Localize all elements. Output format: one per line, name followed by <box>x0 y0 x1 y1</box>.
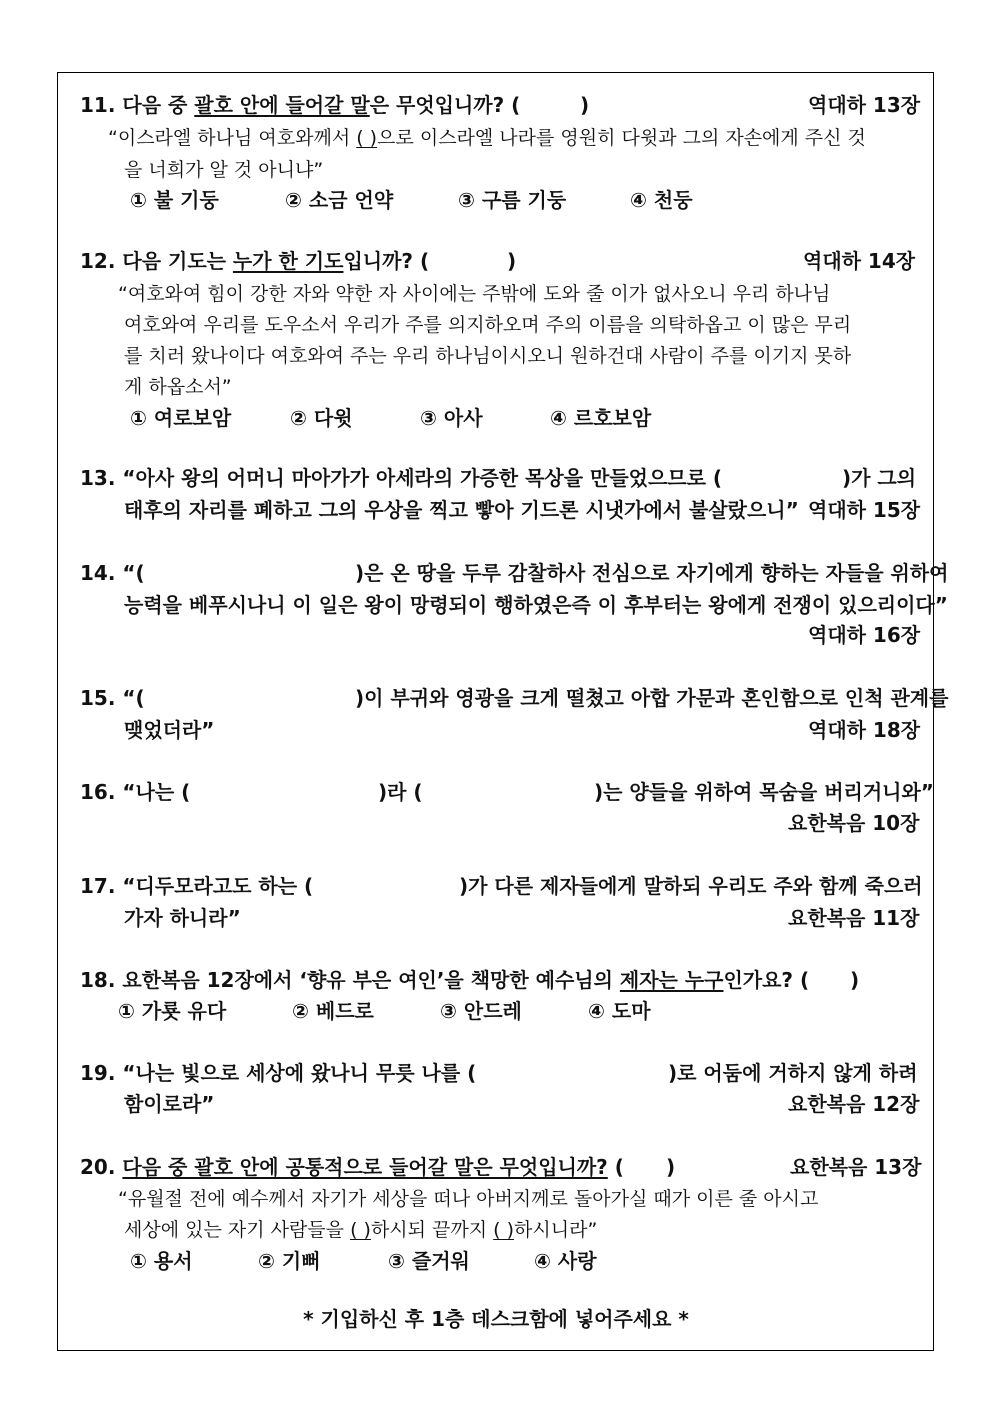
question-17-line-1-start: 17. “디두모라고도 하는 ( <box>80 874 314 898</box>
question-19-reference: 요한복음 12장 <box>788 1092 920 1116</box>
question-20-passage-line-2: 세상에 있는 자기 사람들을 ( )하시되 끝까지 ( )하시니라” <box>124 1219 598 1241</box>
question-17-line-2: 가자 하니라” <box>124 906 241 930</box>
question-20-choice-4[interactable]: ④ 사랑 <box>534 1249 597 1273</box>
question-11-passage-line-1: “이스라엘 하나님 여호와께서 ( )으로 이스라엘 나라를 영원히 다윗과 그의 자손에게 주신 것 <box>108 127 866 149</box>
question-12-title: 12. 다음 기도는 누가 한 기도입니까? ( <box>80 249 430 273</box>
question-13-line-1-end: )가 그의 <box>842 466 917 490</box>
question-11-choice-1[interactable]: ① 불 기둥 <box>130 188 219 212</box>
question-18-choice-3[interactable]: ③ 안드레 <box>440 999 522 1023</box>
question-19-line-2: 함이로라” <box>124 1092 215 1116</box>
question-17-line-1-end: )가 다른 제자들에게 말하되 우리도 주와 함께 죽으러 <box>459 874 923 898</box>
question-13-reference: 역대하 15장 <box>808 498 921 522</box>
question-12-choice-4[interactable]: ④ 르호보암 <box>550 406 652 430</box>
question-20-choice-1[interactable]: ① 용서 <box>130 1249 193 1273</box>
question-11-passage-line-2: 을 너희가 알 것 아니냐” <box>124 159 324 181</box>
question-15-line-1-end: )이 부귀와 영광을 크게 떨쳤고 아합 가문과 혼인함으로 인척 관계를 <box>355 686 949 710</box>
question-12-choice-2[interactable]: ② 다윗 <box>290 406 353 430</box>
question-11-title: 11. 다음 중 괄호 안에 들어갈 말은 무엇입니까? ( <box>80 93 521 117</box>
question-18-choice-4[interactable]: ④ 도마 <box>588 999 651 1023</box>
question-20-choice-3[interactable]: ③ 즐거워 <box>388 1249 470 1273</box>
question-16-line-1-mid: )라 ( <box>378 780 423 804</box>
question-20-choice-2[interactable]: ② 기뻐 <box>258 1249 321 1273</box>
question-13-line-1: 13. “아사 왕의 어머니 마아가가 아세라의 가증한 목상을 만들었으므로 ( <box>80 466 723 490</box>
submission-instruction: * 기입하신 후 1층 데스크함에 넣어주세요 * <box>303 1307 689 1331</box>
question-15-line-1-start: 15. “( <box>80 686 145 710</box>
question-20-title: 20. 다음 중 괄호 안에 공통적으로 들어갈 말은 무엇입니까? ( <box>80 1155 624 1179</box>
question-12-close-paren: ) <box>507 249 517 273</box>
question-14-reference: 역대하 16장 <box>808 623 921 647</box>
question-20-reference: 요한복음 13장 <box>790 1155 922 1179</box>
question-14-line-1-end: )은 온 땅을 두루 감찰하사 전심으로 자기에게 향하는 자들을 위하여 <box>355 561 949 585</box>
question-12-passage-line-2: 여호와여 우리를 도우소서 우리가 주를 의지하오며 주의 이름을 의탁하옵고 이 많은 무리 <box>124 314 852 336</box>
question-12-passage-line-3: 를 치러 왔나이다 여호와여 주는 우리 하나님이시오니 원하건대 사람이 주를 이기지 못하 <box>124 345 852 367</box>
question-20-passage-line-1: “유월절 전에 예수께서 자기가 세상을 떠나 아버지께로 돌아가실 때가 이른 줄 아시고 <box>118 1188 819 1210</box>
question-14-line-2: 능력을 베푸시나니 이 일은 왕이 망령되이 행하였은즉 이 후부터는 왕에게 전쟁이 있으리이다” <box>124 593 948 617</box>
question-16-reference: 요한복음 10장 <box>788 811 920 835</box>
question-11-close-paren: ) <box>580 93 590 117</box>
question-19-line-1-end: )로 어둠에 거하지 않게 하려 <box>668 1061 918 1085</box>
question-17-reference: 요한복음 11장 <box>788 906 920 930</box>
question-15-reference: 역대하 18장 <box>808 718 921 742</box>
question-16-line-1-start: 16. “나는 ( <box>80 780 191 804</box>
question-18-close-paren: ) <box>850 968 860 992</box>
question-12-passage-line-4: 게 하옵소서” <box>124 376 232 398</box>
question-12-passage-line-1: “여호와여 힘이 강한 자와 약한 자 사이에는 주밖에 도와 줄 이가 없사오니 우리 하나님 <box>118 283 831 305</box>
question-15-line-2: 맺었더라” <box>124 718 215 742</box>
question-11-reference: 역대하 13장 <box>808 93 921 117</box>
question-18-choice-1[interactable]: ① 가룟 유다 <box>118 999 227 1023</box>
question-12-choice-1[interactable]: ① 여로보암 <box>130 406 232 430</box>
question-11-choice-2[interactable]: ② 소금 언약 <box>285 188 394 212</box>
question-18-title: 18. 요한복음 12장에서 ‘향유 부은 여인’을 책망한 예수님의 제자는 누구인가요? ( <box>80 968 810 992</box>
question-12-choice-3[interactable]: ③ 아사 <box>420 406 483 430</box>
question-18-choice-2[interactable]: ② 베드로 <box>292 999 374 1023</box>
question-11-choice-3[interactable]: ③ 구름 기둥 <box>458 188 567 212</box>
question-12-reference: 역대하 14장 <box>803 249 916 273</box>
question-20-close-paren: ) <box>666 1155 676 1179</box>
question-14-line-1-start: 14. “( <box>80 561 145 585</box>
question-13-line-2: 태후의 자리를 폐하고 그의 우상을 찍고 빻아 기드론 시냇가에서 불살랐으니” <box>124 498 799 522</box>
question-11-choice-4[interactable]: ④ 천둥 <box>630 188 693 212</box>
question-19-line-1-start: 19. “나는 빛으로 세상에 왔나니 무릇 나를 ( <box>80 1061 477 1085</box>
question-16-line-1-end: )는 양들을 위하여 목숨을 버리거니와” <box>594 780 934 804</box>
